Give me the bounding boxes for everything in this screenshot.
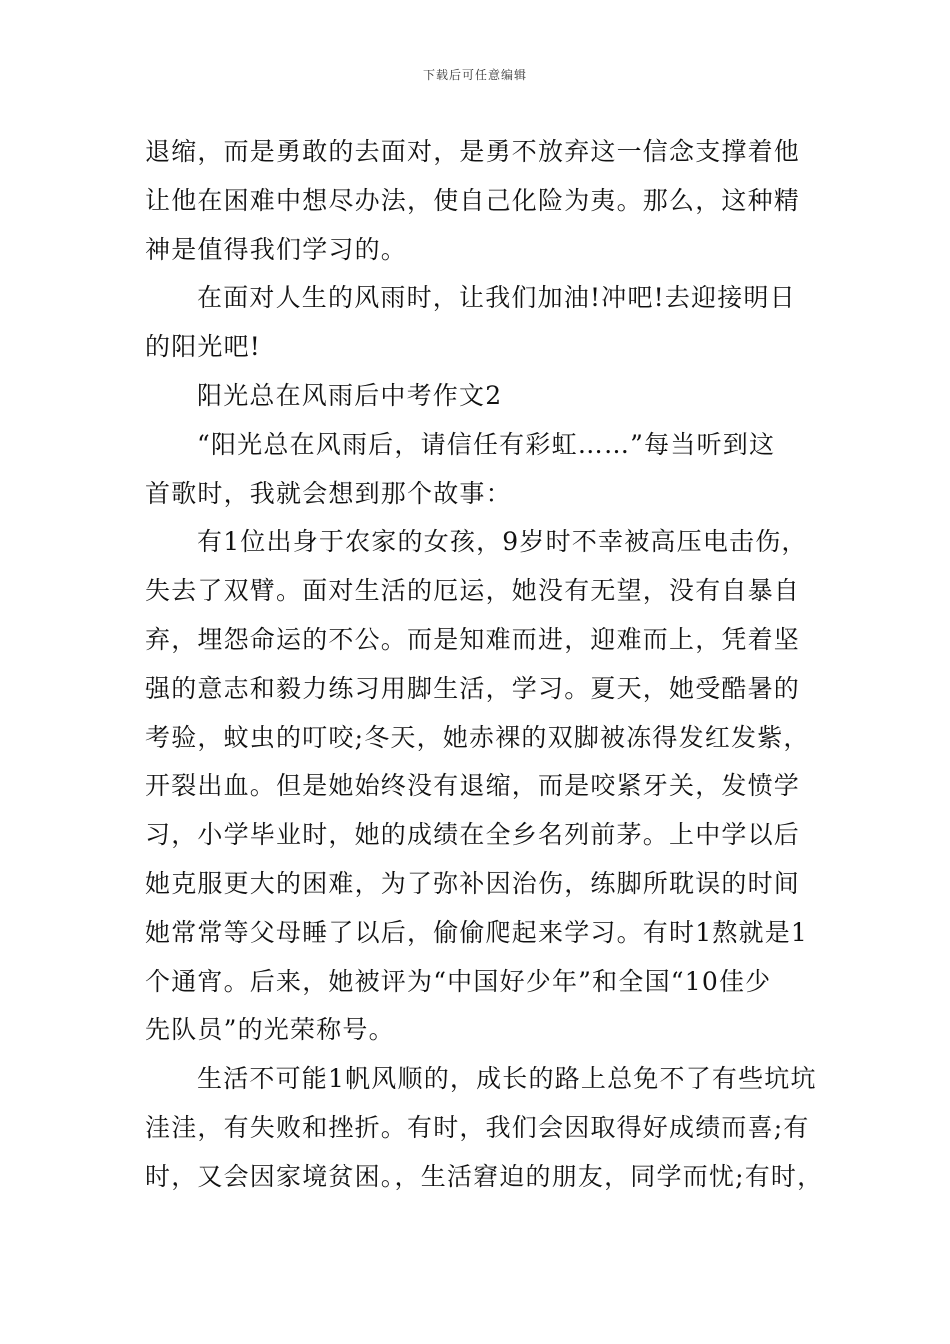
- text-line: 洼洼，有失败和挫折。有时，我们会因取得好成绩而喜;有: [145, 1112, 810, 1142]
- text-line: 强的意志和毅力练习用脚生活，学习。夏天，她受酷暑的: [145, 673, 801, 703]
- text-line: 神是值得我们学习的。: [145, 234, 408, 264]
- text-line: 开裂出血。但是她始终没有退缩，而是咬紧牙关，发愤学: [145, 771, 801, 801]
- text-line: 她常常等父母睡了以后，偷偷爬起来学习。有时1熬就是1: [145, 917, 809, 947]
- text-line: 先队员”的光荣称号。: [145, 1015, 395, 1045]
- text-line: 首歌时，我就会想到那个故事：: [145, 478, 512, 508]
- paragraph-start-line: 在面对人生的风雨时，让我们加油!冲吧!去迎接明日: [197, 283, 796, 313]
- text-line: 弃，埋怨命运的不公。而是知难而进，迎难而上，凭着坚: [145, 624, 801, 654]
- text-line: 让他在困难中想尽办法，使自己化险为夷。那么，这种精: [145, 185, 801, 215]
- text-line: 她克服更大的困难，为了弥补因治伤，练脚所耽误的时间: [145, 868, 801, 898]
- text-line: 失去了双臂。面对生活的厄运，她没有无望，没有自暴自: [145, 576, 801, 606]
- text-line: 考验，蚊虫的叮咬;冬天，她赤裸的双脚被冻得发红发紫，: [145, 722, 810, 752]
- text-line: 个通宵。后来，她被评为“中国好少年”和全国“10佳少: [145, 966, 772, 996]
- paragraph-start-line: 生活不可能1帆风顺的，成长的路上总免不了有些坑坑: [197, 1064, 817, 1094]
- section-title: 阳光总在风雨后中考作文2: [197, 380, 503, 410]
- paragraph-start-line: 有1位出身于农家的女孩，9岁时不幸被高压电击伤，: [197, 527, 808, 557]
- text-line: 退缩，而是勇敢的去面对，是勇不放弃这一信念支撑着他: [145, 137, 801, 166]
- text-line: 习，小学毕业时，她的成绩在全乡名列前茅。上中学以后: [145, 820, 801, 850]
- document-body: [145, 128, 824, 1202]
- text-line: 的阳光吧!: [145, 332, 262, 362]
- paragraph-start-line: “阳光总在风雨后，请信任有彩虹……”每当听到这: [197, 429, 776, 459]
- page-header: 下载后可任意编辑: [422, 68, 527, 82]
- text-line: 时，又会因家境贫困。，生活窘迫的朋友，同学而忧;有时，: [145, 1161, 824, 1191]
